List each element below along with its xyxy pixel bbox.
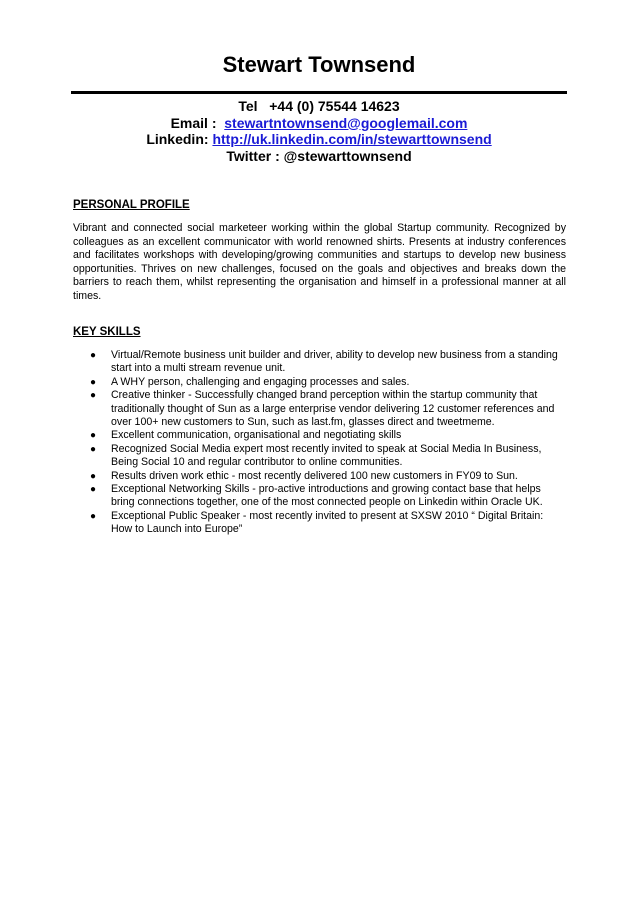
skill-text: Virtual/Remote business unit builder and driver, ability to develop new business from a standing start into a multi stream revenue unit. [111, 349, 558, 375]
bullet-icon: ● [90, 510, 97, 522]
email-label: Email : [170, 114, 225, 131]
phone-line: Tel +44 (0) 75544 14623 [238, 98, 400, 114]
key-skills-list [73, 349, 566, 537]
skill-item [73, 376, 566, 389]
skill-item [73, 429, 566, 442]
email-link[interactable]: stewartntownsend@googlemail.com [224, 114, 468, 131]
skill-text: A WHY person, challenging and engaging processes and sales. [111, 375, 410, 388]
skill-item [73, 483, 566, 510]
bullet-icon: ● [90, 484, 97, 496]
linkedin-label: Linkedin: [146, 131, 213, 147]
twitter-line: Twitter : @stewarttownsend [226, 147, 412, 164]
bullet-icon: ● [90, 390, 97, 402]
header-divider [71, 91, 567, 94]
email-line [0, 115, 638, 132]
bullet-icon: ● [90, 470, 97, 482]
key-skills-heading: KEY SKILLS [73, 326, 141, 338]
skill-text: Exceptional Public Speaker - most recently invited to present at SXSW 2010 “ Digital Britain: How to Launch into Europe” [111, 509, 544, 536]
contact-block [0, 98, 638, 164]
bullet-icon: ● [90, 443, 97, 455]
bullet-icon: ● [90, 350, 97, 361]
bullet-icon: ● [90, 430, 97, 442]
personal-profile-heading: PERSONAL PROFILE [73, 199, 190, 211]
skill-text: Creative thinker - Successfully changed brand perception within the startup community that traditionally thought of Sun as a large enterprise vendor delivering 12 customer references and over 100+ new customers to Sun, such as last.fm, glasses direct and tweetmeme. [111, 389, 555, 429]
skill-text: Excellent communication, organisational and negotiating skills [111, 429, 402, 442]
bullet-icon: ● [90, 376, 97, 388]
skill-item [73, 470, 566, 483]
skill-text: Exceptional Networking Skills - pro-active introductions and growing contact base that helps bring connections together, one of the most connected people on Linkedin within Oracle UK. [111, 483, 543, 509]
skill-item [73, 349, 566, 376]
skill-text: Results driven work ethic - most recently delivered 100 new customers in FY09 to Sun. [111, 469, 518, 482]
personal-profile-text: Vibrant and connected social marketeer working within the global Startup community. Recognized by colleagues as an excellent communicator with world renowned shirts. Presents at industry conferences and facilitates workshops with developing/growing communities and startups to develop new business opportunities. Thrives on new challenges, focused on the goals and objectives and breaks down the barriers to reach them, whilst representing the organisation and himself in a professional manner at all times. [73, 222, 566, 302]
candidate-name: Stewart Townsend [222, 52, 416, 77]
skill-item [73, 510, 566, 537]
skill-item [73, 443, 566, 470]
linkedin-line [0, 131, 638, 148]
linkedin-link[interactable]: http://uk.linkedin.com/in/stewarttownsend [212, 131, 492, 147]
skill-item [73, 389, 566, 429]
skill-text: Recognized Social Media expert most recently invited to speak at Social Media In Business, Being Social 10 and regular contributor to online communities. [111, 442, 542, 469]
